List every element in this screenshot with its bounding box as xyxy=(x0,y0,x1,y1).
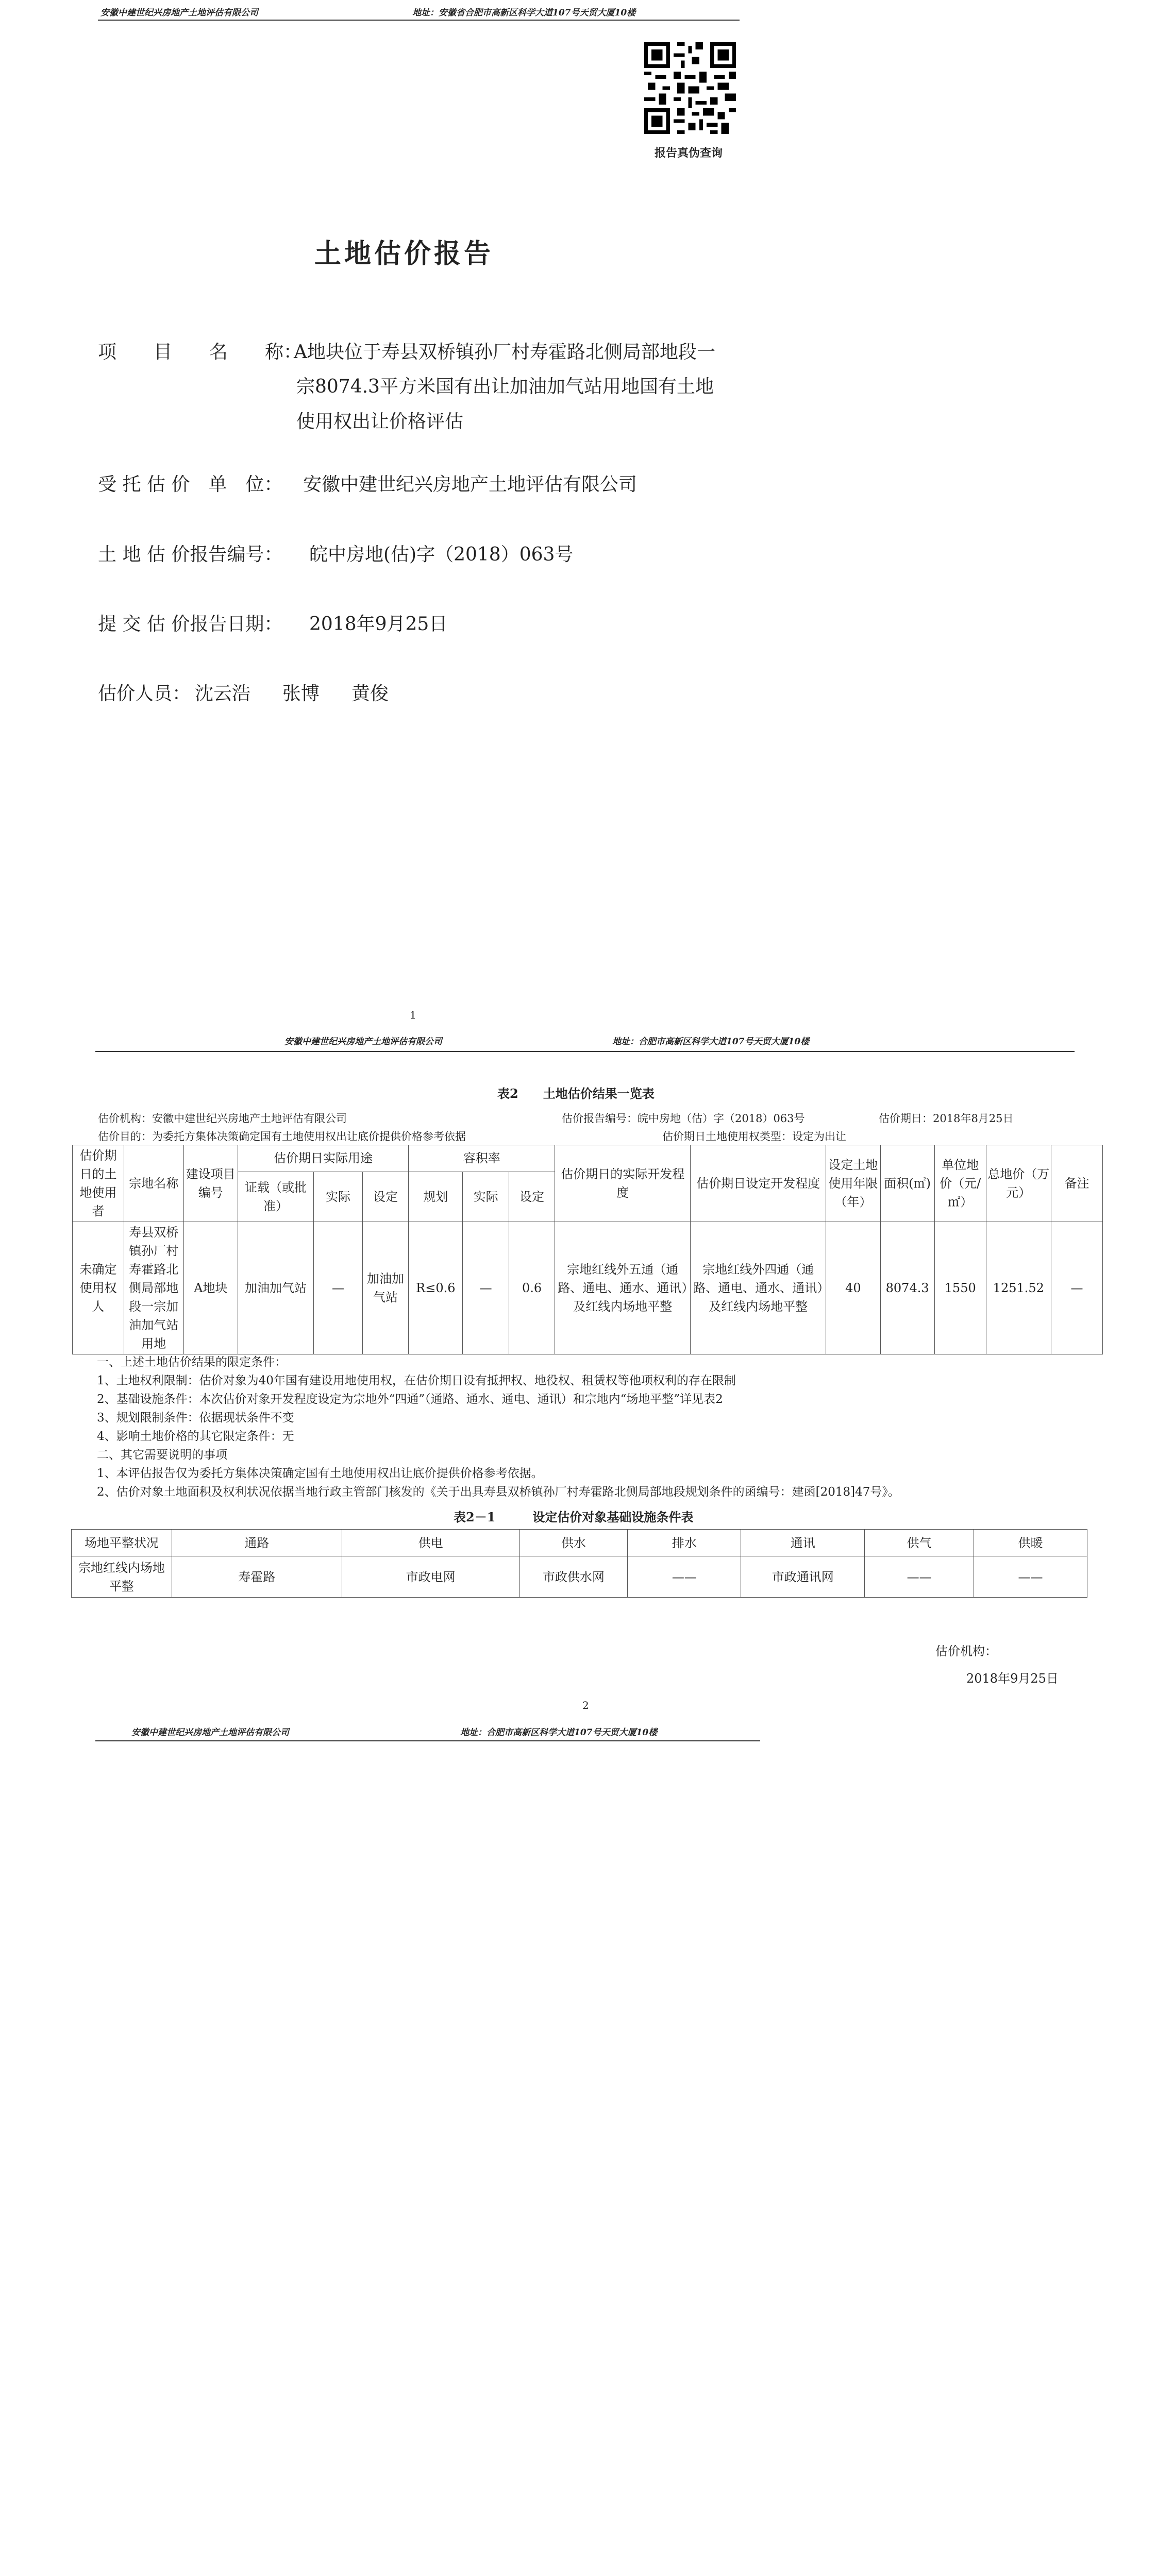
cell-far-actual: — xyxy=(463,1222,509,1354)
infra-col-gas: 供气 xyxy=(865,1530,974,1556)
page3-header-company: 安徽中建世纪兴房地产土地评估有限公司 xyxy=(131,1727,289,1738)
note-line: 4、影响土地价格的其它限定条件：无 xyxy=(97,1430,294,1443)
infra-col-telecom: 通讯 xyxy=(741,1530,865,1556)
appraiser-3: 黄俊 xyxy=(351,683,389,704)
page1-header-address: 地址：安徽省合肥市高新区科学大道107号天贸大厦10楼 xyxy=(412,8,636,18)
note-line: 3、规划限制条件：依据现状条件不变 xyxy=(97,1411,294,1425)
table-row xyxy=(72,1556,1087,1598)
cell-dev-actual: 宗地红线外五通（通路、通电、通水、通讯）及红线内场地平整 xyxy=(555,1222,691,1354)
cell-years: 40 xyxy=(826,1222,880,1354)
note-line: 二、其它需要说明的事项 xyxy=(97,1448,227,1462)
page1-number: 1 xyxy=(410,1009,416,1021)
infra-cell-drain: —— xyxy=(628,1556,741,1598)
infra-cell-road: 寿霍路 xyxy=(172,1556,342,1598)
col-parcel: 宗地名称 xyxy=(124,1145,183,1222)
infra-cell-site: 宗地红线内场地平整 xyxy=(72,1556,172,1598)
col-dev-set: 估价期日设定开发程度 xyxy=(691,1145,826,1222)
appraisal-org: 估价机构：安徽中建世纪兴房地产土地评估有限公司 xyxy=(98,1112,347,1125)
col-use-set: 设定 xyxy=(362,1172,408,1222)
page2-number: 2 xyxy=(582,1699,589,1711)
report-no-label: 土 地 估 价报告编号： xyxy=(98,544,283,565)
result-header-row-1 xyxy=(73,1145,1103,1172)
infra-header-row xyxy=(72,1530,1087,1556)
page2-header-address: 地址：合肥市高新区科学大道107号天贸大厦10楼 xyxy=(612,1037,810,1047)
report-no-value: 皖中房地(估)字（2018）063号 xyxy=(309,544,574,565)
infra-col-heating: 供暖 xyxy=(974,1530,1087,1556)
infra-cell-water: 市政供水网 xyxy=(519,1556,628,1598)
infra-col-power: 供电 xyxy=(342,1530,519,1556)
appraisers-label: 估价人员： xyxy=(98,683,191,704)
infrastructure-table xyxy=(71,1529,1087,1598)
col-area: 面积(㎡) xyxy=(880,1145,934,1222)
cell-project-no: A地块 xyxy=(183,1222,238,1354)
note-line: 2、基础设施条件：本次估价对象开发程度设定为宗地外“四通”（通路、通水、通电、通讯）和宗地内“场地平整”详见表2 xyxy=(97,1393,723,1406)
infra-col-road: 通路 xyxy=(172,1530,342,1556)
appraiser-2: 张博 xyxy=(282,683,320,704)
page2-header-company: 安徽中建世纪兴房地产土地评估有限公司 xyxy=(284,1037,442,1047)
project-line-1: A地块位于寿县双桥镇孙厂村寿霍路北侧局部地段一 xyxy=(294,342,715,363)
infra-cell-gas: —— xyxy=(865,1556,974,1598)
client-label: 受 托 估 价 单 位： xyxy=(98,474,283,495)
infra-table-title: 表2－1 设定估价对象基础设施条件表 xyxy=(454,1510,694,1524)
land-right-type: 估价期日土地使用权类型：设定为出让 xyxy=(662,1130,846,1143)
report-title: 土地估价报告 xyxy=(314,238,494,269)
infra-cell-power: 市政电网 xyxy=(342,1556,519,1598)
col-far-actual: 实际 xyxy=(463,1172,509,1222)
infra-col-drain: 排水 xyxy=(628,1530,741,1556)
valuation-date: 估价期日：2018年8月25日 xyxy=(879,1112,1014,1125)
note-line: 1、土地权利限制：估价对象为40年国有建设用地使用权，在估价期日设有抵押权、地役权、租赁权等他项权利的存在限制 xyxy=(97,1374,736,1387)
cell-far-plan: R≤0.6 xyxy=(409,1222,463,1354)
cell-dev-set: 宗地红线外四通（通路、通电、通水、通讯）及红线内场地平整 xyxy=(691,1222,826,1354)
table-row xyxy=(73,1222,1103,1354)
col-years: 设定土地使用年限（年） xyxy=(826,1145,880,1222)
page2-header-rule xyxy=(95,1051,1075,1052)
col-use-cert: 证载（或批准） xyxy=(238,1172,313,1222)
cell-remark: — xyxy=(1051,1222,1102,1354)
cell-area: 8074.3 xyxy=(880,1222,934,1354)
note-line: 一、上述土地估价结果的限定条件： xyxy=(97,1355,287,1369)
submit-date-value: 2018年9月25日 xyxy=(309,614,448,635)
page3-header-rule xyxy=(95,1740,760,1741)
col-dev-actual: 估价期日的实际开发程度 xyxy=(555,1145,691,1222)
appraisal-purpose: 估价目的：为委托方集体决策确定国有土地使用权出让底价提供价格参考依据 xyxy=(98,1130,466,1143)
appraisal-report-no: 估价报告编号：皖中房地（估）字（2018）063号 xyxy=(562,1112,805,1125)
result-table-title: 表2 土地估价结果一览表 xyxy=(497,1086,655,1101)
infra-col-water: 供水 xyxy=(519,1530,628,1556)
cell-use-actual: — xyxy=(314,1222,363,1354)
infra-cell-heating: —— xyxy=(974,1556,1087,1598)
page1-header-company: 安徽中建世纪兴房地产土地评估有限公司 xyxy=(100,8,258,18)
col-far-group: 容积率 xyxy=(409,1145,555,1172)
project-line-3: 使用权出让价格评估 xyxy=(296,411,464,432)
cell-parcel: 寿县双桥镇孙厂村寿霍路北侧局部地段一宗加油加气站用地 xyxy=(124,1222,183,1354)
appraiser-1: 沈云浩 xyxy=(195,683,251,704)
col-remark: 备注 xyxy=(1051,1145,1102,1222)
col-far-plan: 规划 xyxy=(409,1172,463,1222)
sign-date: 2018年9月25日 xyxy=(966,1671,1059,1686)
cell-use-cert: 加油加气站 xyxy=(238,1222,313,1354)
qr-caption: 报告真伪查询 xyxy=(655,146,723,160)
submit-date-label: 提 交 估 价报告日期： xyxy=(98,614,283,635)
infra-col-site: 场地平整状况 xyxy=(72,1530,172,1556)
col-project-no: 建设项目编号 xyxy=(183,1145,238,1222)
client-value: 安徽中建世纪兴房地产土地评估有限公司 xyxy=(303,474,638,495)
land-price-result-table xyxy=(72,1145,1103,1354)
sign-org: 估价机构： xyxy=(935,1644,997,1658)
col-owner: 估价期日的土地使用者 xyxy=(73,1145,124,1222)
project-label: 项 目 名 称： xyxy=(98,342,303,363)
col-total-price: 总地价（万元） xyxy=(986,1145,1051,1222)
col-far-set: 设定 xyxy=(509,1172,555,1222)
cell-use-set: 加油加气站 xyxy=(362,1222,408,1354)
cell-owner: 未确定使用权人 xyxy=(73,1222,124,1354)
col-use-actual: 实际 xyxy=(314,1172,363,1222)
note-line: 1、本评估报告仅为委托方集体决策确定国有土地使用权出让底价提供价格参考依据。 xyxy=(97,1467,543,1480)
col-unit-price: 单位地价（元/㎡） xyxy=(934,1145,986,1222)
col-use-group: 估价期日实际用途 xyxy=(238,1145,408,1172)
note-line: 2、估价对象土地面积及权利状况依据当地行政主管部门核发的《关于出具寿县双桥镇孙厂村寿霍路北侧局部地段规划条件的函编号：建函[2018]47号》。 xyxy=(97,1485,900,1499)
page3-header-address: 地址：合肥市高新区科学大道107号天贸大厦10楼 xyxy=(460,1727,658,1738)
cell-unit-price: 1550 xyxy=(934,1222,986,1354)
infra-cell-telecom: 市政通讯网 xyxy=(741,1556,865,1598)
page1-header-rule xyxy=(98,20,740,21)
cell-total-price: 1251.52 xyxy=(986,1222,1051,1354)
cell-far-set: 0.6 xyxy=(509,1222,555,1354)
project-line-2: 宗8074.3平方米国有出让加油加气站用地国有土地 xyxy=(296,376,714,397)
qr-code-icon[interactable] xyxy=(644,42,736,134)
